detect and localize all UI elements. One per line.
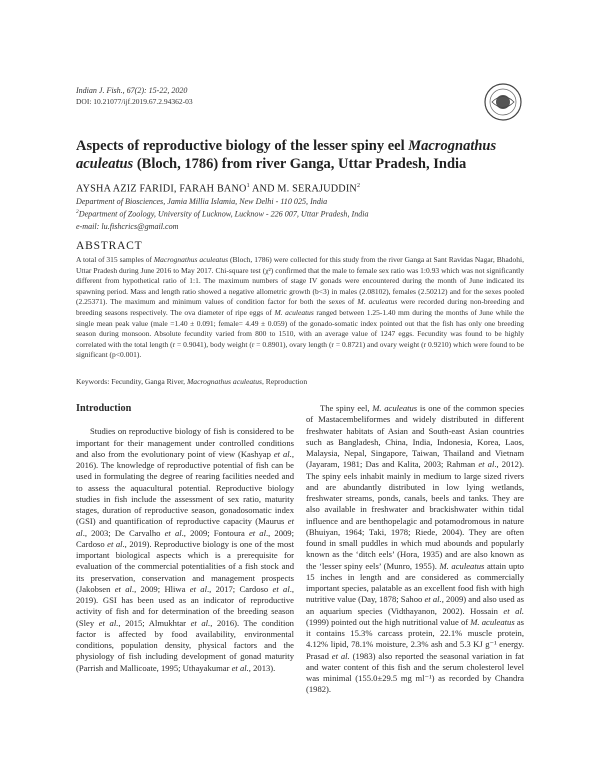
intro-paragraph-1: Studies on reproductive biology of fish is considered to be important for their management under controlled conditions and also from the evolutionary point of view (Kashyap et al., 2016). The knowledge of reproductive potential of fish can be used in formulating the degree of rearing facilities needed and to assess the aquacultural potential. Reproductive biology studies in fish include the assessment of sex ratio, maturity stages, duration of reproductive season, gonadosomatic index (GSI) and quantification of reproductive capacity (Maurus et al., 2003; De Carvalho et al., 2009; Fontoura et al., 2009; Cardoso et al., 2019). Reproductive biology is one of the most important biological aspects which is a prerequisite for evaluation of the commercial potentialities of a fish stock and its preservation, conservation and management prospects (Jakobsen et al., 2009; Hliwa et al., 2017; Cardoso et al., 2019). GSI has been used as an indicator of reproductive activity of fish and for determination of the breeding season (Sley et al., 2015; Almukhtar et al., 2016). The condition factor is affected by food availability, environmental conditions, population density, physical factors and the physiology of fish including development of gonad maturity (Parrish and Mallicoate, 1995; Uthayakumar et al., 2013). <box>76 426 295 673</box>
authors-part-2: AND M. SERAJUDDIN <box>249 183 357 195</box>
title-text-2: (Bloch, 1786) from river Ganga, Uttar Pradesh, India <box>133 156 467 172</box>
email: e-mail: lu.fishcrics@gmail.com <box>76 221 179 231</box>
section-heading-introduction: Introduction <box>76 403 132 414</box>
journal-name: Indian J. Fish., 67(2): 15-22, 2020 <box>76 86 188 95</box>
authors-part-1: AYSHA AZIZ FARIDI, FARAH BANO <box>76 183 247 195</box>
column-left <box>76 403 294 674</box>
journal-citation <box>76 85 193 107</box>
keywords: Keywords: Fecundity, Ganga River, Macrognathus aculeatus, Reproduction <box>76 377 308 386</box>
abstract-heading: ABSTRACT <box>76 240 143 252</box>
intro-paragraph-2: The spiny eel, M. aculeatus is one of the common species of Mastacembeliformes and widely distributed in different freshwater habitats of Asian and South-east Asian countries such as Bangladesh, China, India, Indonesia, Korea, Laos, Malaysia, Nepal, Singapore, Taiwan, Thailand and Vietnam (Jayaram, 1981; Das and Kalita, 2003; Rahman et al., 2012). The spiny eels inhabit mainly in medium to large sized rivers and are abundantly distributed in low lying wetlands, freshwater streams, ponds, canals, beels and tanks. They are also available in freshwater and brackishwater within tidal influence and are benthopelagic and potamodromous in nature (Bhuiyan, 1964; Taki, 1978; Riede, 2004). They are often found in small puddles in which mud abounds and popularly known as the ‘ditch eels’ (Hora, 1935) and are also known as the ‘lesser spiny eels’ (Munro, 1955). M. aculeatus attain upto 15 inches in length and are considered as commercially important species, palatable as an excellent food fish with high nutritive value (Day, 1878; Sahoo et al., 2009) and also used as an aquarium species (Vidthayanon, 2002). Hossain et al. (1999) pointed out the high nutritional value of M. aculeatus as it contains 15.3% carcass protein, 22.1% muscle protein, 4.12% lipid, 78.1% moisture, 2.3% ash and 5.3 KJ g⁻¹ energy. Prasad et al. (1983) also reported the seasonal variation in fat and water content of this fish and the serum cholesterol level was minimal (155.0±29.5 mg ml⁻¹) as recorded by Chandra (1982). <box>306 403 525 695</box>
column-right <box>306 403 524 696</box>
author-list: AYSHA AZIZ FARIDI, FARAH BANO$^1$ AND M. SERAJUDDIN$^2$ <box>76 183 361 195</box>
institution-seal-icon <box>483 82 523 122</box>
article-title <box>76 137 546 173</box>
affiliations <box>76 196 369 232</box>
doi: DOI: 10.21077/ijf.2019.67.2.94362-03 <box>76 97 193 106</box>
affiliation-1: Department of Biosciences, Jamia Millia Islamia, New Delhi - 110 025, India <box>76 197 328 206</box>
title-species: Macrognathus aculeatus <box>76 138 497 172</box>
abstract-body: A total of 315 samples of Macrognathus aculeatus (Bloch, 1786) were collected for this study from the river Ganga at Sant Ravidas Nagar, Bhadohi, Uttar Pradesh during June 2016 to May 2017. Chi-square test (χ²) confirmed that the male to female sex ratio was 1:0.93 which was not significantly different from hypothetical ratio of 1:1. The maximum numbers of stage IV gonads were encountered during the month of June indicated its spawning period. Mass and length ratio showed a negative allometric growth (b<3) in males (2.08102), females (2.50212) and for the sexes pooled (2.25371). The maximum and minimum values of condition factor for both the sexes of M. aculeatus were recorded during non-breeding and breeding seasons respectively. The ova diameter of ripe eggs of M. aculeatus ranged between 1.25-1.40 mm during the months of June while the single mean peak value (male =1.40 ± 0.091; female= 4.49 ± 0.059) of the gonado-somatic index pointed out that the fish has only one breeding season during monsoon. Absolute fecundity varied from 800 to 1510, with an average value of 1247 eggs. Fecundity was found to be highly correlated with the total length (r = 0.9041), body weight (r = 0.8901), ovary length (r = 0.8721) and ovary weight (r 0.9210) which were found to be significant (p<0.001). <box>76 255 525 360</box>
affiliation-2: $^2$Department of Zoology, University of Lucknow, Lucknow - 226 007, Uttar Pradesh, India <box>76 209 369 220</box>
title-text: Aspects of reproductive biology of the lesser spiny eel <box>76 138 409 154</box>
